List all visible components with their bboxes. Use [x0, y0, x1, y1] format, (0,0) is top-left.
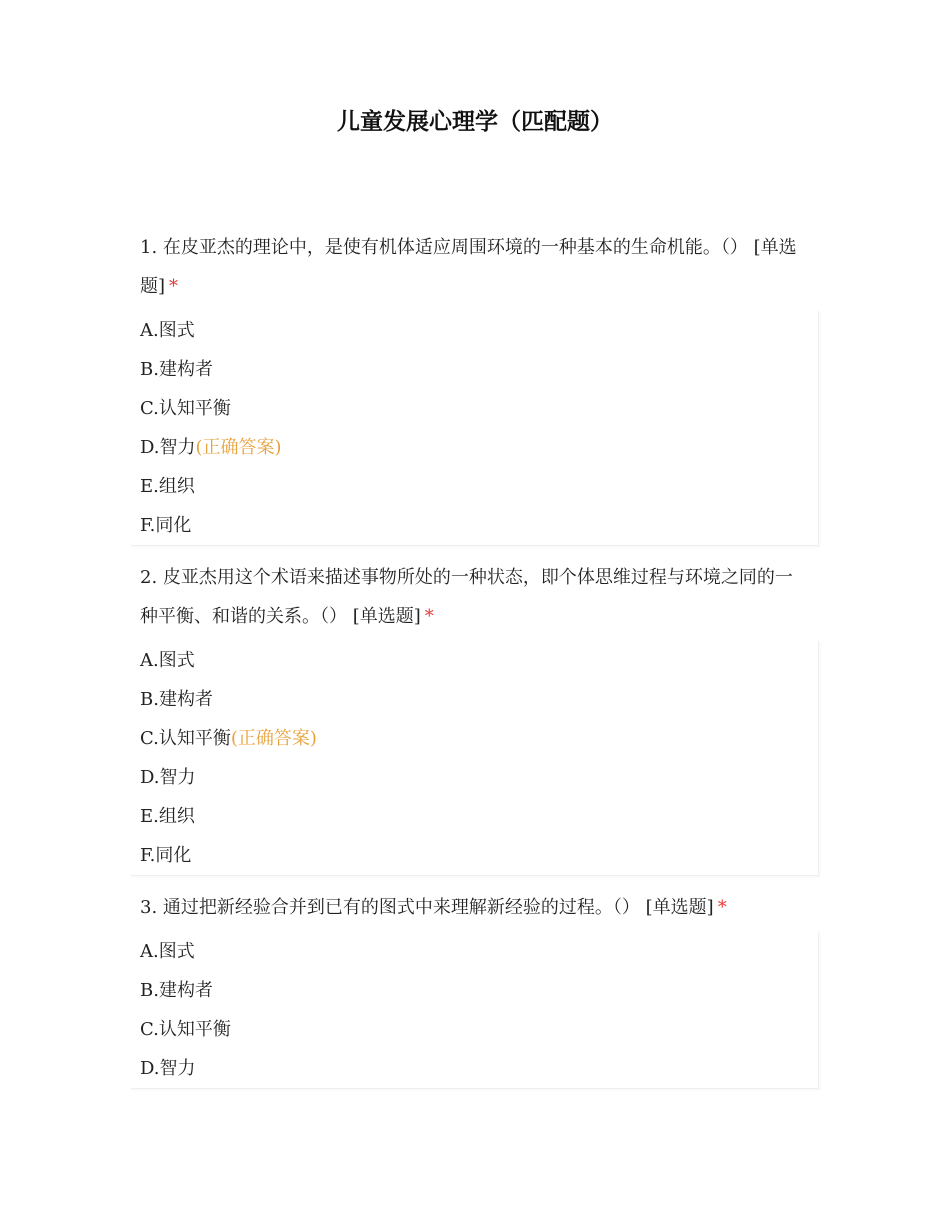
option-item[interactable]: [131, 836, 818, 875]
option-item[interactable]: [131, 932, 818, 971]
correct-answer-tag: (正确答案): [230, 728, 317, 749]
question-number: 2.: [140, 567, 158, 588]
option-item[interactable]: [131, 1049, 818, 1088]
page-title: 儿童发展心理学（匹配题）: [337, 109, 613, 135]
option-label: D.智力: [140, 1058, 196, 1079]
option-label: C.认知平衡: [140, 398, 231, 419]
question-list: [131, 228, 819, 1101]
question-text: [131, 228, 819, 306]
option-item[interactable]: [131, 719, 818, 758]
option-label: C.认知平衡: [140, 728, 231, 749]
option-label: D.智力: [140, 437, 196, 458]
question-number: 1.: [140, 237, 158, 258]
option-item[interactable]: [131, 506, 818, 545]
question-stem: 通过把新经验合并到已有的图式中来理解新经验的过程。（） [单选题]: [162, 897, 714, 918]
option-label: A.图式: [140, 650, 195, 671]
question-3: [131, 888, 819, 1089]
correct-answer-tag: (正确答案): [195, 437, 282, 458]
question-text: [131, 888, 819, 927]
required-mark: *: [424, 606, 434, 627]
option-item[interactable]: [131, 797, 818, 836]
question-stem: 在皮亚杰的理论中，是使有机体适应周围环境的一种基本的生命机能。（） [单选题]: [140, 237, 797, 297]
option-label: B.建构者: [140, 359, 213, 380]
required-mark: *: [169, 276, 179, 297]
question-number: 3.: [140, 897, 158, 918]
option-label: B.建构者: [140, 689, 213, 710]
option-item[interactable]: [131, 971, 818, 1010]
option-list: [131, 932, 819, 1089]
option-label: F.同化: [140, 515, 192, 536]
option-label: A.图式: [140, 320, 195, 341]
option-label: D.智力: [140, 767, 196, 788]
option-label: E.组织: [140, 476, 195, 497]
question-stem: 皮亚杰用这个术语来描述事物所处的一种状态，即个体思维过程与环境之同的一种平衡、和谐的关系。（） [单选题]: [140, 567, 793, 627]
option-label: C.认知平衡: [140, 1019, 231, 1040]
required-mark: *: [717, 897, 727, 918]
option-item[interactable]: [131, 428, 818, 467]
option-item[interactable]: [131, 467, 818, 506]
option-item[interactable]: [131, 311, 818, 350]
option-item[interactable]: [131, 389, 818, 428]
question-2: [131, 558, 819, 876]
option-label: A.图式: [140, 941, 195, 962]
question-1: [131, 228, 819, 546]
option-item[interactable]: [131, 350, 818, 389]
option-item[interactable]: [131, 641, 818, 680]
option-list: [131, 641, 819, 876]
option-item[interactable]: [131, 758, 818, 797]
option-list: [131, 311, 819, 546]
option-item[interactable]: [131, 1010, 818, 1049]
option-label: B.建构者: [140, 980, 213, 1001]
option-label: E.组织: [140, 806, 195, 827]
question-text: [131, 558, 819, 636]
option-label: F.同化: [140, 845, 192, 866]
option-item[interactable]: [131, 680, 818, 719]
